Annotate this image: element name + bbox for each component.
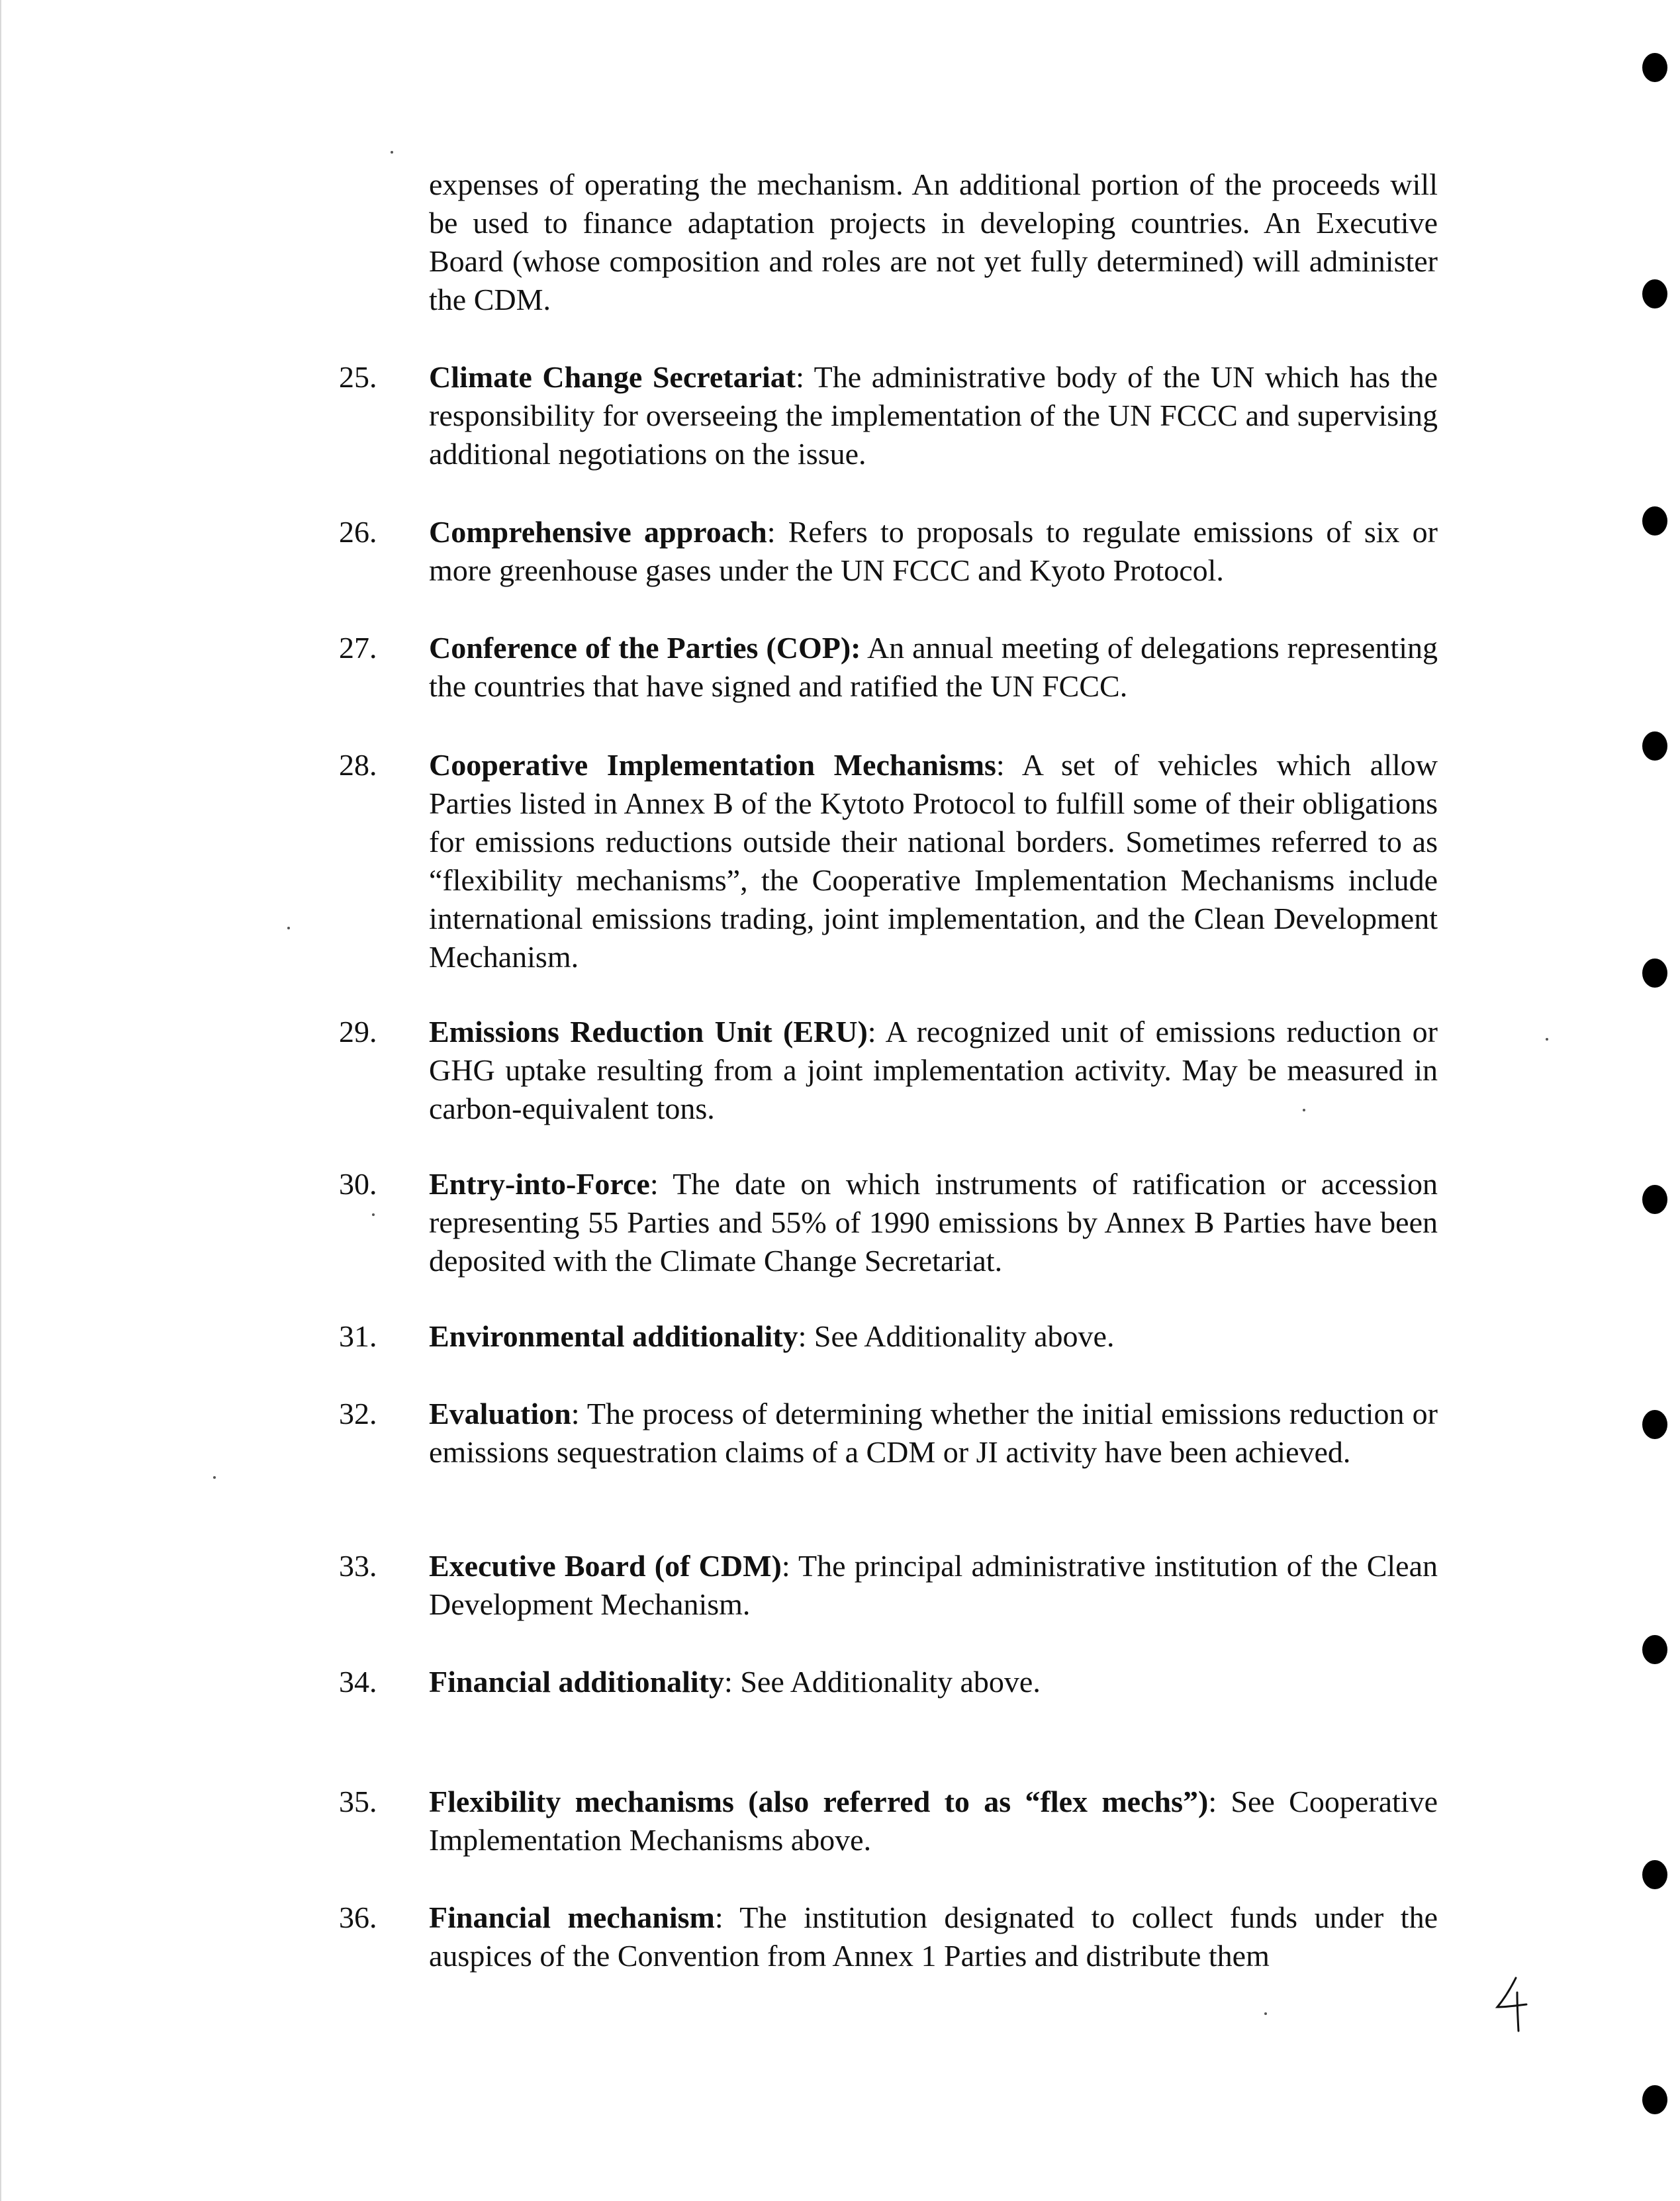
entry-text xyxy=(429,358,1438,473)
entry-definition: The process of determining whether the initial emissions reduction or emissions sequestration claims of a CDM or JI activity have been achieved. xyxy=(429,1397,1438,1469)
entry-definition: See Additionality above. xyxy=(732,1665,1041,1699)
entry-term: Cooperative Implementation Mechanisms xyxy=(429,748,996,782)
handwritten-page-number xyxy=(1491,1974,1530,2034)
entry-definition: The date on which instruments of ratification or accession representing 55 Parties and 55% of 1990 emissions by Annex B Parties have been deposited with the Climate Change Secretariat. xyxy=(429,1167,1438,1278)
entry-separator: : xyxy=(724,1665,733,1699)
entry-number: 31. xyxy=(339,1319,377,1353)
punch-hole xyxy=(1642,1185,1667,1214)
entry-number: 35. xyxy=(339,1785,377,1818)
entry-separator: : xyxy=(798,1319,807,1353)
scan-speck xyxy=(1264,2012,1267,2015)
entry-term: Conference of the Parties (COP): xyxy=(429,631,861,665)
entry-term: Flexibility mechanisms (also referred to as “flex mechs”) xyxy=(429,1785,1209,1818)
entry-separator: : xyxy=(996,748,1005,782)
punch-hole xyxy=(1642,53,1667,82)
entry-definition: Refers to proposals to regulate emissions of six or more greenhouse gases under the UN FCCC and Kyoto Protocol. xyxy=(429,515,1438,587)
entry-text xyxy=(429,1663,1438,1701)
scan-speck xyxy=(213,1476,216,1479)
scan-speck xyxy=(372,1213,375,1216)
entry-number: 28. xyxy=(339,748,377,782)
entry-term: Entry-into-Force xyxy=(429,1167,650,1201)
page-edge xyxy=(0,0,1,2201)
entry-text xyxy=(429,629,1438,706)
entry-term: Financial mechanism xyxy=(429,1900,715,1934)
entry-number: 36. xyxy=(339,1900,377,1934)
entry-number: 25. xyxy=(339,360,377,394)
intro-paragraph: expenses of operating the mechanism. An additional portion of the proceeds will be used to finance adaptation projects in developing countries. An Executive Board (whose composition and roles are not yet fully determined) will administer the CDM. xyxy=(429,167,1438,316)
entry-text xyxy=(429,513,1438,590)
entry-definition: A set of vehicles which allow Parties listed in Annex B of the Kytoto Protocol to fulfill some of their obligations for emissions reductions outside their national borders. Sometimes referred to as “flexibility mechanisms”, the Cooperative Implementation Mechanisms include international emissions trading, joint implementation, and the Clean Development Mechanism. xyxy=(429,748,1438,974)
entry-number: 26. xyxy=(339,515,377,549)
entry-definition: The administrative body of the UN which has the responsibility for overseeing the implementation of the UN FCCC and supervising additional negotiations on the issue. xyxy=(429,360,1438,471)
scan-speck xyxy=(1303,1109,1305,1111)
entry-text xyxy=(429,1547,1438,1624)
entry-number: 27. xyxy=(339,631,377,665)
entry-text xyxy=(429,1165,1438,1280)
entry-definition: The principal administrative institution of the Clean Development Mechanism. xyxy=(429,1549,1438,1621)
punch-hole xyxy=(1642,1635,1667,1664)
punch-hole xyxy=(1642,2085,1667,2114)
punch-hole xyxy=(1642,731,1667,761)
entry-number: 34. xyxy=(339,1665,377,1699)
scan-speck xyxy=(287,927,290,929)
entry-text xyxy=(429,746,1438,976)
entry-term: Environmental additionality xyxy=(429,1319,798,1353)
entry-text xyxy=(429,1898,1438,1975)
entry-separator: : xyxy=(767,515,776,549)
entry-term: Emissions Reduction Unit (ERU) xyxy=(429,1015,868,1049)
entry-definition: See Additionality above. xyxy=(806,1319,1115,1353)
scan-speck xyxy=(391,151,393,154)
entry-separator: : xyxy=(1208,1785,1217,1818)
punch-hole xyxy=(1642,279,1667,308)
entry-term: Climate Change Secretariat xyxy=(429,360,796,394)
punch-hole xyxy=(1642,1410,1667,1439)
entry-number: 32. xyxy=(339,1397,377,1430)
entry-term: Evaluation xyxy=(429,1397,571,1430)
punch-hole xyxy=(1642,959,1667,988)
entry-separator: : xyxy=(714,1900,723,1934)
scan-speck xyxy=(1546,1038,1548,1041)
entry-term: Financial additionality xyxy=(429,1665,725,1699)
entry-definition: See Cooperative Implementation Mechanisms above. xyxy=(429,1785,1438,1857)
entry-text xyxy=(429,1783,1438,1859)
entry-text xyxy=(429,1317,1438,1356)
entry-text xyxy=(429,1013,1438,1128)
entry-separator: : xyxy=(796,360,804,394)
entry-number: 30. xyxy=(339,1167,377,1201)
entry-separator: : xyxy=(867,1015,876,1049)
entry-separator: : xyxy=(571,1397,580,1430)
entry-number: 33. xyxy=(339,1549,377,1583)
entry-definition: An annual meeting of delegations representing the countries that have signed and ratified the UN FCCC. xyxy=(429,631,1438,703)
entry-definition: A recognized unit of emissions reduction or GHG uptake resulting from a joint implementation activity. May be measured in carbon-equivalent tons. xyxy=(429,1015,1438,1125)
entry-text xyxy=(429,1395,1438,1472)
punch-hole xyxy=(1642,506,1667,536)
entry-separator: : xyxy=(781,1549,790,1583)
entry-definition: The institution designated to collect funds under the auspices of the Convention from Annex 1 Parties and distribute them xyxy=(429,1900,1438,1973)
punch-hole xyxy=(1642,1860,1667,1889)
entry-term: Comprehensive approach xyxy=(429,515,767,549)
entry-number: 29. xyxy=(339,1015,377,1049)
entry-term: Executive Board (of CDM) xyxy=(429,1549,782,1583)
entry-separator: : xyxy=(649,1167,659,1201)
